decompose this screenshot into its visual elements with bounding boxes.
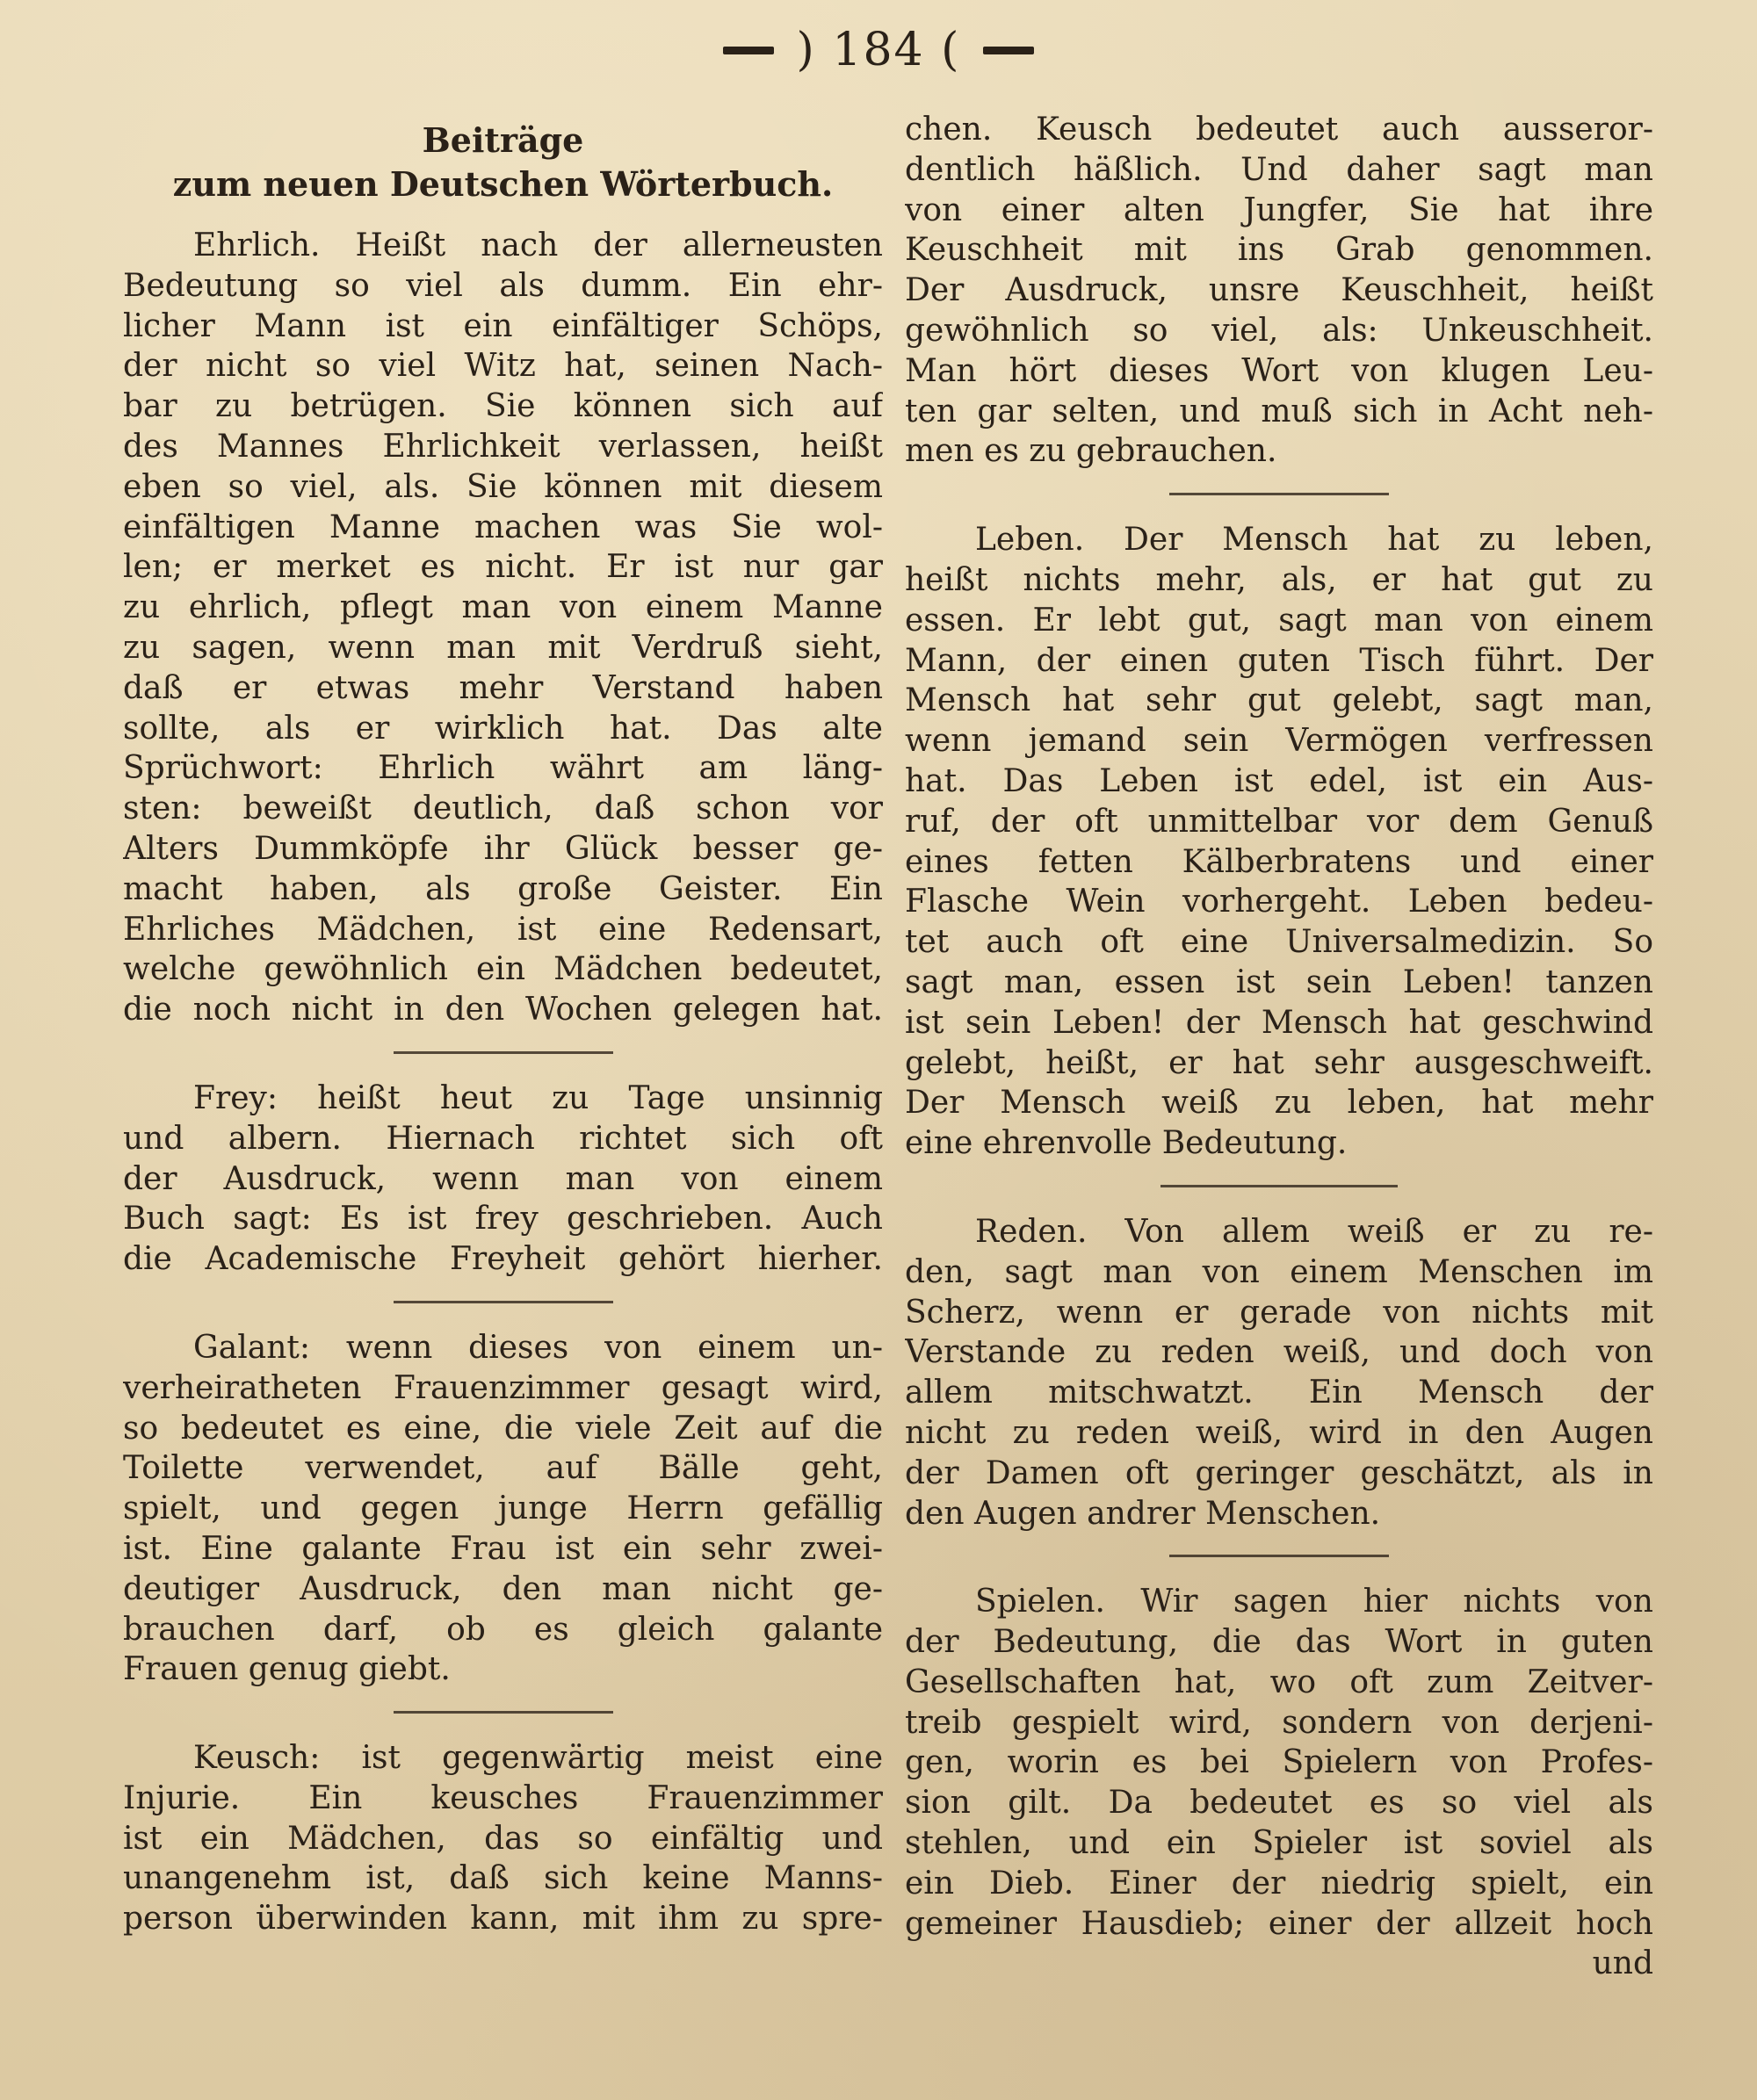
text-line: Scherz, wenn er gerade von nichts mit: [905, 1294, 1653, 1331]
text-line: sollte, als er wirklich hat. Das alte: [123, 710, 883, 747]
text-line: Mensch hat sehr gut gelebt, sagt man,: [905, 682, 1653, 719]
text-line: heißt nichts mehr, als, er hat gut zu: [905, 561, 1653, 598]
entry-keusch: [123, 1738, 883, 1939]
text-line: Bedeutung so viel als dumm. Ein ehr-: [123, 267, 883, 304]
article-subtitle: zum neuen Deutschen Wörterbuch.: [172, 164, 834, 204]
left-column: [123, 110, 883, 1939]
entry-reden: [905, 1212, 1653, 1534]
page-number: ) 184 (: [796, 24, 961, 76]
text-line: welche gewöhnlich ein Mädchen bedeutet,: [123, 951, 883, 988]
text-line: unangenehm ist, daß sich keine Manns-: [123, 1860, 883, 1897]
text-line: Alters Dummköpfe ihr Glück besser ge-: [123, 830, 883, 867]
text-line: zu sagen, wenn man mit Verdruß sieht,: [123, 629, 883, 666]
text-line: so bedeutet es eine, die viele Zeit auf die: [123, 1410, 883, 1447]
text-line: licher Mann ist ein einfältiger Schöps,: [123, 307, 883, 344]
text-line: der Damen oft geringer geschätzt, als in: [905, 1454, 1653, 1491]
text-line: von einer alten Jungfer, Sie hat ihre: [905, 191, 1653, 228]
text-line: Frauen genug giebt.: [123, 1651, 451, 1688]
text-line: macht haben, als große Geister. Ein: [123, 870, 883, 907]
article-title: Beiträge: [422, 120, 584, 160]
text-line: Galant: wenn dieses von einem un-: [193, 1329, 883, 1366]
text-line: Flasche Wein vorhergeht. Leben bedeu-: [905, 884, 1653, 920]
text-line: eines fetten Kälberbratens und einer: [905, 843, 1653, 880]
text-line: einfältigen Manne machen was Sie wol-: [123, 509, 883, 545]
text-line: Reden. Von allem weiß er zu re-: [975, 1213, 1653, 1250]
text-line: Frey: heißt heut zu Tage unsinnig: [193, 1079, 883, 1116]
text-line: daß er etwas mehr Verstand haben: [123, 669, 883, 706]
text-line: bar zu betrügen. Sie können sich auf: [123, 388, 883, 425]
entry-spielen: [905, 1582, 1653, 1984]
text-line: Sprüchwort: Ehrlich währt am läng-: [123, 750, 883, 787]
entry-frey: [123, 1079, 883, 1280]
text-line: ist sein Leben! der Mensch hat geschwind: [905, 1004, 1653, 1041]
text-line: ist. Eine galante Frau ist ein sehr zwei-: [123, 1530, 883, 1567]
text-line: Gesellschaften hat, wo oft zum Zeitver-: [905, 1663, 1653, 1700]
text-line: stehlen, und ein Spieler ist soviel als: [905, 1825, 1653, 1862]
text-line: Keusch: ist gegenwärtig meist eine: [193, 1740, 883, 1777]
text-line: des Mannes Ehrlichkeit verlassen, heißt: [123, 428, 883, 465]
text-line: dentlich häßlich. Und daher sagt man: [905, 151, 1653, 188]
entry-separator: [394, 1051, 613, 1054]
text-line: Buch sagt: Es ist frey geschrieben. Auch: [123, 1201, 883, 1238]
text-line: gewöhnlich so viel, als: Unkeuschheit.: [905, 312, 1653, 349]
text-line: gen, worin es bei Spielern von Profes-: [905, 1744, 1653, 1781]
text-line: brauchen darf, ob es gleich galante: [123, 1611, 883, 1648]
entry-galant: [123, 1328, 883, 1690]
text-line: der Bedeutung, die das Wort in guten: [905, 1624, 1653, 1661]
catchword: und: [1592, 1945, 1653, 1982]
text-line: ist ein Mädchen, das so einfältig und: [123, 1820, 883, 1857]
text-line: men es zu gebrauchen.: [905, 433, 1277, 470]
text-line: Mann, der einen guten Tisch führt. Der: [905, 642, 1653, 679]
text-line: ein Dieb. Einer der niedrig spielt, ein: [905, 1865, 1653, 1902]
text-line: Spielen. Wir sagen hier nichts von: [975, 1584, 1653, 1620]
text-line: treib gespielt wird, sondern von derjeni-: [905, 1704, 1653, 1741]
entry-ehrlich: [123, 226, 883, 1030]
text-line: Keuschheit mit ins Grab genommen.: [905, 232, 1653, 269]
text-line: Verstande zu reden weiß, und doch von: [905, 1334, 1653, 1371]
text-line: eine ehrenvolle Bedeutung.: [905, 1125, 1348, 1162]
text-line: die noch nicht in den Wochen gelegen hat.: [123, 992, 883, 1028]
entry-separator: [1169, 493, 1389, 495]
entry-separator: [1169, 1555, 1389, 1557]
text-line: Ehrliches Mädchen, ist eine Redensart,: [123, 911, 883, 948]
text-line: den Augen andrer Menschen.: [905, 1495, 1381, 1532]
right-column: [905, 110, 1653, 1984]
text-line: und albern. Hiernach richtet sich oft: [123, 1120, 883, 1157]
header-dash-right: [983, 47, 1034, 54]
page-header: [0, 19, 1757, 81]
text-line: Leben. Der Mensch hat zu leben,: [975, 522, 1653, 559]
text-line: zu ehrlich, pflegt man von einem Manne: [123, 589, 883, 626]
text-line: Der Mensch weiß zu leben, hat mehr: [905, 1085, 1653, 1122]
text-line: sion gilt. Da bedeutet es so viel als: [905, 1785, 1653, 1822]
text-line: wenn jemand sein Vermögen verfressen: [905, 723, 1653, 760]
text-line: chen. Keusch bedeutet auch ausseror-: [905, 112, 1653, 148]
text-line: eben so viel, als. Sie können mit diesem: [123, 468, 883, 505]
text-line: Der Ausdruck, unsre Keuschheit, heißt: [905, 272, 1653, 309]
text-line: ten gar selten, und muß sich in Acht neh-: [905, 393, 1653, 429]
text-line: tet auch oft eine Universalmedizin. So: [905, 924, 1653, 961]
text-line: nicht zu reden weiß, wird in den Augen: [905, 1414, 1653, 1451]
text-line: essen. Er lebt gut, sagt man von einem: [905, 602, 1653, 639]
text-line: sten: beweißt deutlich, daß schon vor: [123, 790, 883, 827]
text-line: der Ausdruck, wenn man von einem: [123, 1160, 883, 1197]
text-line: deutiger Ausdruck, den man nicht ge-: [123, 1570, 883, 1607]
text-line: Man hört dieses Wort von klugen Leu-: [905, 352, 1653, 389]
header-dash-left: [723, 47, 774, 54]
text-line: person überwinden kann, mit ihm zu spre-: [123, 1901, 883, 1938]
entry-keusch-continued: [905, 110, 1653, 472]
text-line: gemeiner Hausdieb; einer der allzeit hoch: [905, 1905, 1653, 1942]
text-line: der nicht so viel Witz hat, seinen Nach-: [123, 348, 883, 385]
entry-separator: [394, 1711, 613, 1714]
text-line: Injurie. Ein keusches Frauenzimmer: [123, 1779, 883, 1816]
text-line: den, sagt man von einem Menschen im: [905, 1253, 1653, 1290]
entry-separator: [394, 1301, 613, 1303]
entry-leben: [905, 520, 1653, 1164]
text-line: spielt, und gegen junge Herrn gefällig: [123, 1490, 883, 1527]
entry-separator: [1160, 1185, 1398, 1187]
text-line: verheiratheten Frauenzimmer gesagt wird,: [123, 1369, 883, 1406]
text-line: gelebt, heißt, er hat sehr ausgeschweift.: [905, 1044, 1653, 1081]
text-line: sagt man, essen ist sein Leben! tanzen: [905, 963, 1653, 1000]
text-line: Ehrlich. Heißt nach der allerneusten: [193, 227, 883, 263]
text-line: len; er merket es nicht. Er ist nur gar: [123, 549, 883, 586]
text-line: ruf, der oft unmittelbar vor dem Genuß: [905, 803, 1653, 840]
text-line: hat. Das Leben ist edel, ist ein Aus-: [905, 762, 1653, 799]
text-line: die Academische Freyheit gehört hierher.: [123, 1241, 883, 1278]
text-line: allem mitschwatzt. Ein Mensch der: [905, 1375, 1653, 1411]
text-line: Toilette verwendet, auf Bälle geht,: [123, 1450, 883, 1487]
